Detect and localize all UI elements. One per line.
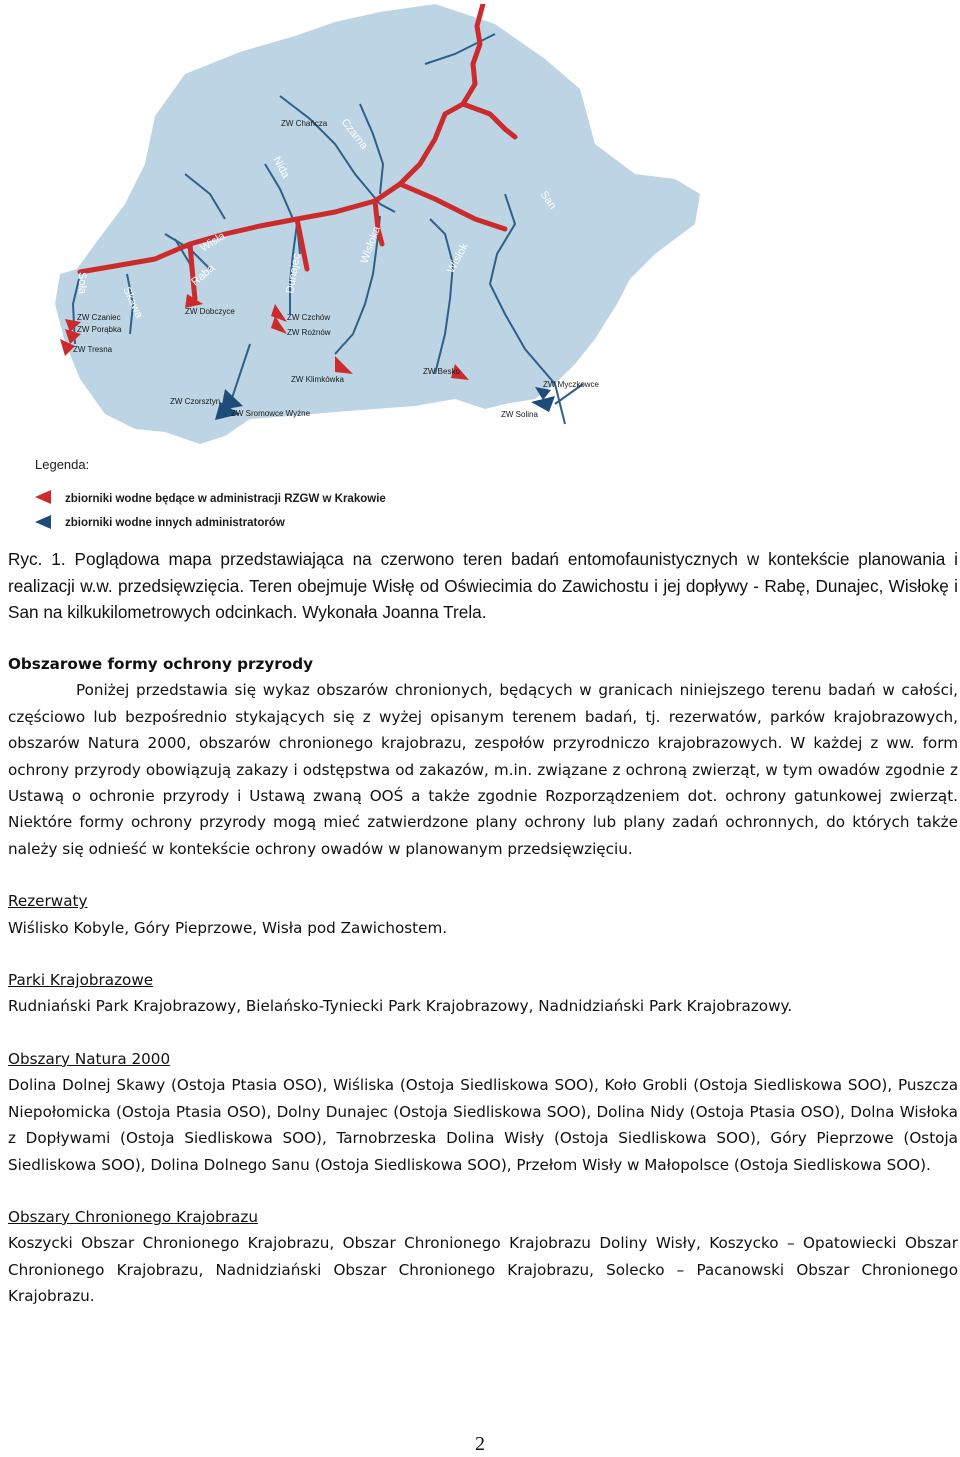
river-label-wisloka: Wisłoka — [358, 224, 383, 266]
landscape-parks-title: Parki Krajobrazowe — [8, 971, 154, 990]
reservoir-label-tresna: ZW Tresna — [73, 345, 113, 354]
main-content — [8, 651, 958, 1310]
section-heading: Obszarowe formy ochrony przyrody — [8, 655, 313, 673]
section-intro: Poniżej przedstawia się wykaz obszarów chronionych, będących w granicach niniejszego terenu badań w całości, częściowo lub bezpośrednio stykających się z wyżej opisanym terenem badań, tj. rezerwatów, parków krajobrazowych, obszarów Natura 2000, obszarów chronionego krajobrazu, zespołów przyrodniczo krajobrazowych. W każdej z ww. form ochrony przyrody obowiązują zakazy i odstępstwa od zakazów, m.in. związane z ochroną zwierząt, w tym owadów zgodnie z Ustawą o ochronie przyrody i Ustawą zwaną OOŚ a także zgodnie Rozporządzeniem dot. ochrony gatunkowej zwierząt. Niektóre formy ochrony przyrody mogą mieć zatwierdzone plany ochrony lub plany zadań ochronnych, do których także należy się odnieść w kontekście ochrony owadów w planowanym przedsięwzięciu. — [8, 681, 958, 858]
river-label-wisla: Wisła — [198, 230, 228, 255]
river-label-czarna: Czarna — [338, 116, 370, 152]
reservoir-label-czorsztyn: ZW Czorsztyn — [170, 397, 221, 406]
reservoir-label-czaniec: ZW Czaniec — [77, 313, 121, 322]
legend-blue-label: zbiorniki wodne innych administratorów — [65, 517, 285, 529]
reservoir-label-sromowce: ZW Sromowce Wyżne — [231, 409, 311, 418]
figure-caption: Ryc. 1. Poglądowa mapa przedstawiająca na czerwono teren badań entomofaunistycznych w kontekście planowania i realizacji w.w. przedsięwzięcia. Teren obejmuje Wisłę od Oświecimia do Zawichostu i jej dopływy - Rabę, Dunajec, Wisłokę i San na kilkukilometrowych odcinkach. Wykonała Joanna Trela. — [8, 549, 958, 622]
reserves-title: Rezerwaty — [8, 892, 88, 911]
river-label-wislok: Wisłok — [445, 241, 471, 276]
reservoir-label-dobczyce: ZW Dobczyce — [185, 307, 235, 316]
river-label-dunajec: Dunajec — [284, 252, 303, 295]
river-label-sola: Soła — [76, 272, 88, 295]
map-svg — [35, 4, 708, 544]
page-number: 2 — [475, 1433, 485, 1455]
river-label-san: San — [537, 188, 559, 212]
legend-red-label: zbiorniki wodne będące w administracji RZGW w Krakowie — [65, 493, 386, 505]
natura-2000-text: Dolina Dolnej Skawy (Ostoja Ptasia OSO), Wiśliska (Ostoja Siedliskowa SOO), Koło Grobli (Ostoja Siedliskowa SOO), Puszcza Niepołomicka (Ostoja Ptasia OSO), Dolny Dunajec (Ostoja Siedliskowa SOO), Dolina Nidy (Ostoja Ptasia OSO), Dolna Wisłoka z Dopływami (Ostoja Siedliskowa SOO), Tarnobrzeska Dolina Wisły (Ostoja Siedliskowa SOO), Góry Pieprzowe (Ostoja Siedliskowa SOO), Dolina Dolnego Sanu (Ostoja Siedliskowa SOO), Przełom Wisły w Małopolsce (Ostoja Siedliskowa SOO). — [8, 1076, 958, 1174]
map-legend — [35, 457, 386, 529]
legend-title: Legenda: — [35, 457, 90, 472]
natura-2000-title: Obszary Natura 2000 — [8, 1049, 171, 1068]
reservoir-label-czchow: ZW Czchów — [287, 313, 331, 322]
river-label-raba: Raba — [189, 262, 218, 289]
reservoir-label-besko: ZW Besko — [423, 367, 460, 376]
reservoir-label-klimkowka: ZW Klimkówka — [291, 375, 344, 384]
river-label-nida: Nida — [270, 154, 292, 181]
map-figure — [35, 4, 708, 544]
landscape-parks-text: Rudniański Park Krajobrazowy, Bielańsko-Tyniecki Park Krajobrazowy, Nadnidziański Park Krajobrazowy. — [8, 997, 793, 1016]
reservoir-label-myczkowce: ZW Myczkowce — [543, 380, 599, 389]
legend-blue-marker-icon — [35, 515, 51, 529]
river-label-skawa: Skawa — [120, 285, 146, 321]
reservoir-label-porabka: ZW Porąbka — [77, 325, 122, 334]
reserves-text: Wiślisko Kobyle, Góry Pieprzowe, Wisła pod Zawichostem. — [8, 918, 448, 937]
reservoir-label-roznow: ZW Rożnów — [287, 328, 331, 337]
reservoir-label-solina: ZW Solina — [501, 410, 538, 419]
legend-red-marker-icon — [35, 490, 51, 504]
protected-landscape-title: Obszary Chronionego Krajobrazu — [8, 1207, 258, 1226]
reservoir-label-chancza: ZW Chańcza — [281, 119, 328, 128]
protected-landscape-text: Koszycki Obszar Chronionego Krajobrazu, Obszar Chronionego Krajobrazu Doliny Wisły, Koszycko – Opatowiecki Obszar Chronionego Krajobrazu, Nadnidziański Obszar Chronionego Krajobrazu, Solecko – Pacanowski Obszar Chronionego Krajobrazu. — [8, 1234, 958, 1306]
